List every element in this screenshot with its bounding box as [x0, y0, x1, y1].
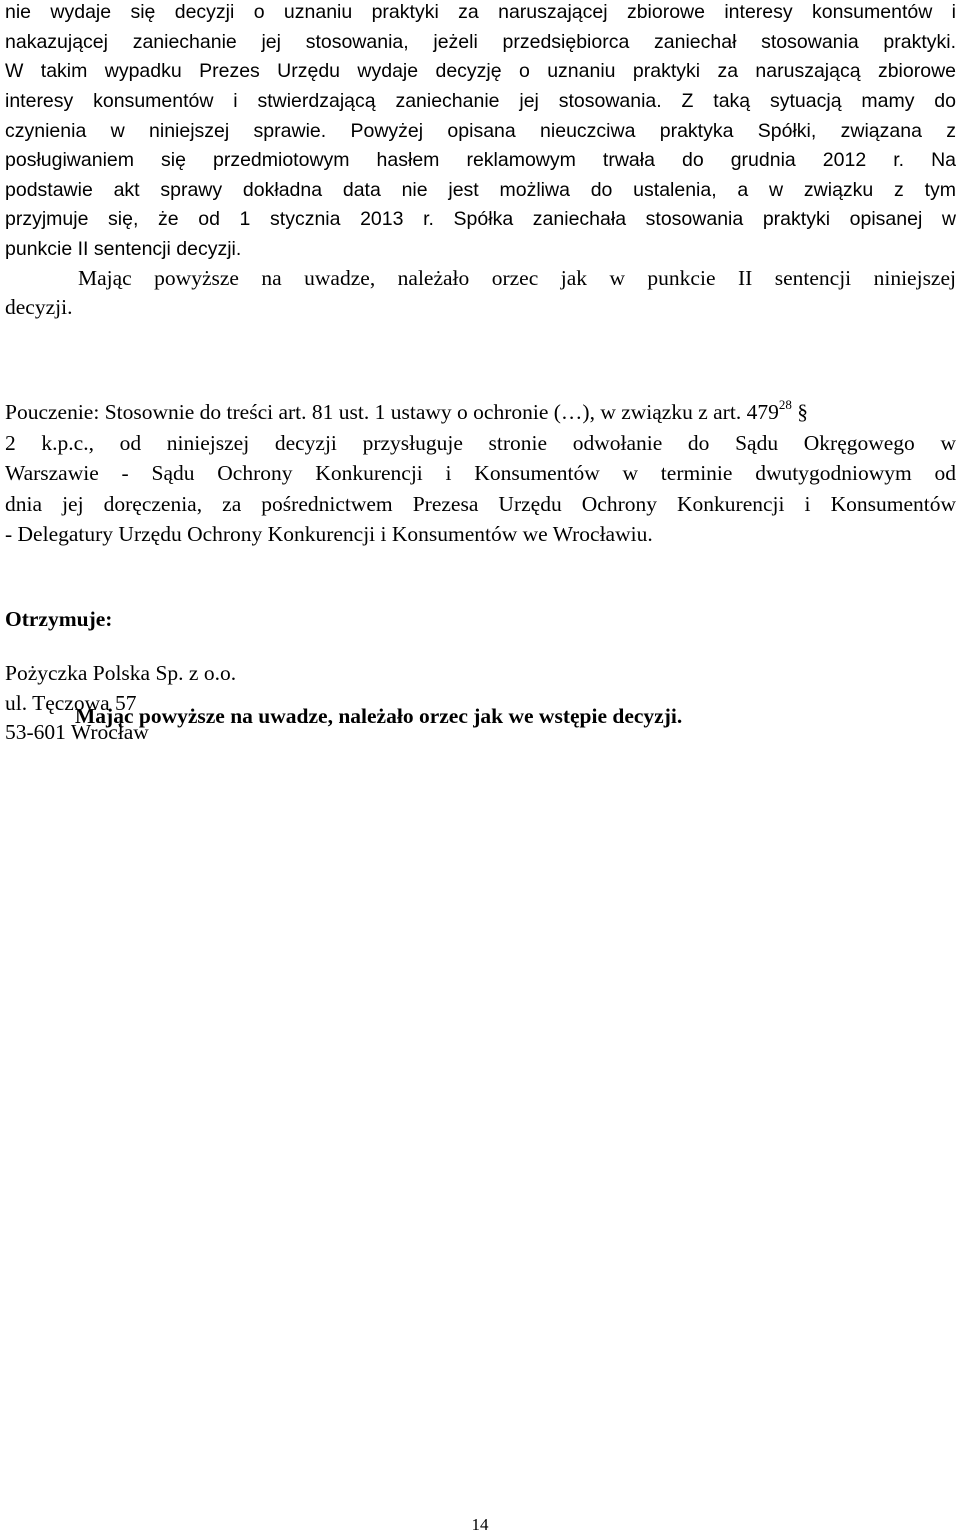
body-line: nakazującej zaniechanie jej stosowania, jeżeli przedsiębiorca zaniechał stosowania praktyki. [5, 31, 956, 53]
instruction-line: 2 k.p.c., od niniejszej decyzji przysługuje stronie odwołanie do Sądu Okręgowego w [5, 430, 956, 455]
instruction-line: - Delegatury Urzędu Ochrony Konkurencji i Konsumentów we Wrocławiu. [5, 522, 653, 546]
body-line: czynienia w niniejszej sprawie. Powyżej opisana nieuczciwa praktyka Spółki, związana z [5, 120, 956, 142]
conclusion-line: decyzji. [5, 295, 73, 319]
conclusion-line: Mając powyższe na uwadze, należało orzec jak w punkcie II sentencji niniejszej [78, 266, 956, 290]
address-line: 53-601 Wrocław [5, 720, 149, 744]
body-line: interesy konsumentów i stwierdzającą zaniechanie jej stosowania. Z taką sytuacją mamy do [5, 90, 956, 112]
body-line: nie wydaje się decyzji o uznaniu praktyki za naruszającej zbiorowe interesy konsumentów i [5, 1, 956, 23]
instruction-label: Pouczenie: [5, 400, 100, 424]
body-line: posługiwaniem się przedmiotowym hasłem reklamowym trwała do grudnia 2012 r. Na [5, 149, 956, 171]
body-line: podstawie akt sprawy dokładna data nie jest możliwa do ustalenia, a w związku z tym [5, 179, 956, 201]
body-line: przyjmuje się, że od 1 stycznia 2013 r. Spółka zaniechała stosowania praktyki opisanej w [5, 208, 956, 230]
superscript: 28 [778, 396, 792, 412]
recipients-label: Otrzymuje: [5, 607, 113, 631]
instruction-paragraph [5, 397, 956, 550]
instruction-line: dnia jej doręczenia, za pośrednictwem Prezesa Urzędu Ochrony Konkurencji i Konsumentów [5, 491, 956, 516]
section-heading: Mając powyższe na uwadze, należało orzec jak we wstępie decyzji. [75, 704, 683, 728]
body-line: W takim wypadku Prezes Urzędu wydaje decyzję o uznaniu praktyki za naruszającą zbiorowe [5, 60, 956, 82]
recipient-address [5, 659, 236, 748]
page-number: 14 [471, 1515, 489, 1534]
instruction-line: Warszawie - Sądu Ochrony Konkurencji i Konsumentów w terminie dwutygodniowym od [5, 461, 956, 485]
address-line: Pożyczka Polska Sp. z o.o. [5, 661, 237, 685]
instruction-first-line [5, 397, 956, 428]
body-line: punkcie II sentencji decyzji. [5, 238, 242, 260]
address-line: ul. Tęczowa 57 [5, 690, 137, 715]
instruction-text: Stosownie do treści art. 81 ust. 1 ustawy o ochronie (…), w związku z art. 479 [99, 400, 779, 424]
section-sign: § [791, 400, 808, 424]
